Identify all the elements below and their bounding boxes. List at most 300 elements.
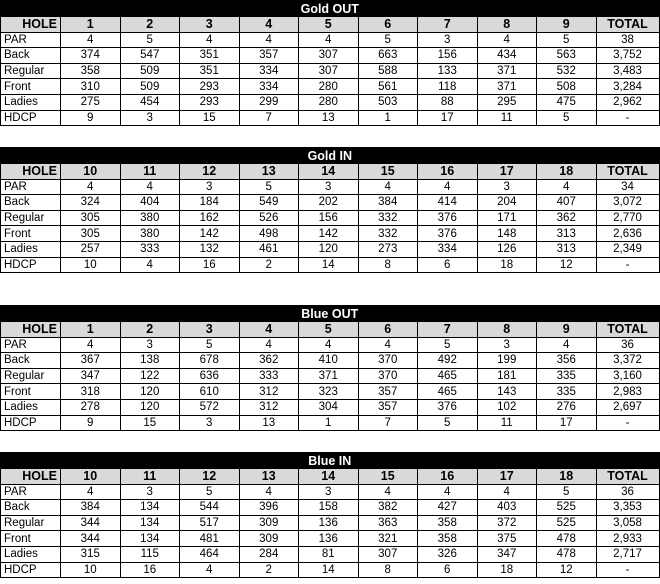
table-cell: 4 — [418, 179, 478, 195]
table-cell: 367 — [61, 353, 121, 369]
table-cell: 17 — [537, 415, 597, 431]
scorecard-title-row — [1, 148, 660, 164]
table-cell: 4 — [61, 179, 121, 195]
table-cell: 120 — [120, 384, 180, 400]
total-cell: 2,636 — [596, 226, 659, 242]
total-cell: - — [596, 110, 659, 126]
table-cell: 14 — [299, 562, 359, 578]
total-cell: - — [596, 415, 659, 431]
row-label: Front — [1, 531, 61, 547]
table-cell: 332 — [358, 226, 418, 242]
table-cell: 351 — [180, 63, 240, 79]
header-row — [1, 17, 660, 33]
table-row — [1, 415, 660, 431]
table-cell: 17 — [418, 110, 478, 126]
table-cell: 376 — [418, 399, 478, 415]
column-header-hole-number: 6 — [358, 322, 418, 338]
table-cell: 4 — [299, 32, 359, 48]
table-cell: 384 — [358, 195, 418, 211]
table-cell: 492 — [418, 353, 478, 369]
table-cell: 307 — [299, 63, 359, 79]
scorecard-table — [0, 147, 660, 273]
table-cell: 5 — [239, 179, 299, 195]
column-header-hole-number: 9 — [537, 17, 597, 33]
table-cell: 3 — [418, 32, 478, 48]
table-cell: 88 — [418, 94, 478, 110]
column-header-hole-number: 16 — [418, 469, 478, 485]
table-cell: 334 — [418, 241, 478, 257]
table-cell: 3 — [477, 337, 537, 353]
table-cell: 3 — [299, 179, 359, 195]
table-cell: 4 — [61, 484, 121, 500]
table-cell: 309 — [239, 531, 299, 547]
table-cell: 5 — [180, 337, 240, 353]
header-row — [1, 164, 660, 180]
table-cell: 4 — [299, 337, 359, 353]
column-header-hole: HOLE — [1, 469, 61, 485]
column-header-hole-number: 12 — [180, 469, 240, 485]
table-cell: 309 — [239, 515, 299, 531]
table-cell: 371 — [477, 63, 537, 79]
table-cell: 4 — [477, 484, 537, 500]
table-cell: 307 — [299, 48, 359, 64]
column-header-hole-number: 5 — [299, 322, 359, 338]
row-label: Regular — [1, 63, 61, 79]
table-cell: 134 — [120, 515, 180, 531]
total-cell: - — [596, 562, 659, 578]
total-cell: 2,983 — [596, 384, 659, 400]
row-label: Ladies — [1, 399, 61, 415]
table-cell: 312 — [239, 399, 299, 415]
table-cell: 588 — [358, 63, 418, 79]
table-cell: 8 — [358, 562, 418, 578]
table-cell: 380 — [120, 210, 180, 226]
table-cell: 374 — [61, 48, 121, 64]
table-cell: 4 — [477, 32, 537, 48]
row-label: Back — [1, 48, 61, 64]
table-cell: 276 — [537, 399, 597, 415]
table-cell: 465 — [418, 384, 478, 400]
table-cell: 371 — [477, 79, 537, 95]
table-cell: 333 — [239, 368, 299, 384]
table-cell: 15 — [180, 110, 240, 126]
table-cell: 326 — [418, 546, 478, 562]
table-cell: 332 — [358, 210, 418, 226]
table-cell: 122 — [120, 368, 180, 384]
table-cell: 313 — [537, 226, 597, 242]
table-cell: 478 — [537, 531, 597, 547]
row-label: Front — [1, 226, 61, 242]
table-cell: 4 — [418, 484, 478, 500]
table-cell: 407 — [537, 195, 597, 211]
table-cell: 404 — [120, 195, 180, 211]
table-row — [1, 337, 660, 353]
table-cell: 4 — [239, 484, 299, 500]
table-cell: 307 — [358, 546, 418, 562]
table-cell: 126 — [477, 241, 537, 257]
column-header-total: TOTAL — [596, 322, 659, 338]
table-row — [1, 94, 660, 110]
table-cell: 5 — [120, 32, 180, 48]
scorecard-title: Blue OUT — [1, 306, 660, 322]
column-header-hole-number: 15 — [358, 469, 418, 485]
table-cell: 5 — [180, 484, 240, 500]
column-header-hole-number: 6 — [358, 17, 418, 33]
table-cell: 2 — [239, 562, 299, 578]
table-row — [1, 368, 660, 384]
scorecard-blue-out — [0, 305, 659, 431]
row-label: HDCP — [1, 110, 61, 126]
header-row — [1, 469, 660, 485]
row-label: PAR — [1, 337, 61, 353]
row-label: PAR — [1, 179, 61, 195]
table-cell: 481 — [180, 531, 240, 547]
scorecard-blue-in — [0, 452, 659, 578]
scorecard-title: Gold IN — [1, 148, 660, 164]
table-cell: 136 — [299, 531, 359, 547]
total-cell: 3,353 — [596, 500, 659, 516]
table-row — [1, 531, 660, 547]
row-label: HDCP — [1, 562, 61, 578]
table-row — [1, 257, 660, 273]
table-cell: 5 — [418, 415, 478, 431]
column-header-hole-number: 2 — [120, 322, 180, 338]
table-cell: 610 — [180, 384, 240, 400]
table-cell: 162 — [180, 210, 240, 226]
table-cell: 356 — [537, 353, 597, 369]
row-label: Regular — [1, 210, 61, 226]
table-cell: 351 — [180, 48, 240, 64]
table-row — [1, 484, 660, 500]
table-cell: 517 — [180, 515, 240, 531]
table-cell: 115 — [120, 546, 180, 562]
table-cell: 333 — [120, 241, 180, 257]
column-header-hole-number: 14 — [299, 469, 359, 485]
table-cell: 663 — [358, 48, 418, 64]
table-cell: 181 — [477, 368, 537, 384]
table-cell: 171 — [477, 210, 537, 226]
table-cell: 3 — [180, 415, 240, 431]
table-cell: 396 — [239, 500, 299, 516]
table-cell: 4 — [61, 337, 121, 353]
table-cell: 5 — [358, 32, 418, 48]
total-cell: - — [596, 257, 659, 273]
row-label: HDCP — [1, 415, 61, 431]
table-cell: 293 — [180, 79, 240, 95]
column-header-hole-number: 1 — [61, 322, 121, 338]
row-label: Ladies — [1, 546, 61, 562]
scorecard-title-row — [1, 306, 660, 322]
total-cell: 3,160 — [596, 368, 659, 384]
table-cell: 3 — [120, 484, 180, 500]
table-cell: 563 — [537, 48, 597, 64]
table-cell: 323 — [299, 384, 359, 400]
table-cell: 375 — [477, 531, 537, 547]
table-cell: 4 — [358, 484, 418, 500]
scorecard-gold-out — [0, 0, 659, 126]
table-cell: 347 — [477, 546, 537, 562]
table-cell: 478 — [537, 546, 597, 562]
column-header-hole-number: 18 — [537, 469, 597, 485]
table-cell: 464 — [180, 546, 240, 562]
column-header-hole-number: 17 — [477, 164, 537, 180]
table-cell: 134 — [120, 500, 180, 516]
column-header-hole: HOLE — [1, 164, 61, 180]
table-cell: 158 — [299, 500, 359, 516]
table-cell: 678 — [180, 353, 240, 369]
scorecard-table — [0, 305, 660, 431]
table-cell: 304 — [299, 399, 359, 415]
table-cell: 16 — [120, 562, 180, 578]
table-cell: 295 — [477, 94, 537, 110]
column-header-hole-number: 4 — [239, 17, 299, 33]
table-row — [1, 384, 660, 400]
table-cell: 318 — [61, 384, 121, 400]
table-cell: 636 — [180, 368, 240, 384]
table-row — [1, 515, 660, 531]
table-cell: 370 — [358, 368, 418, 384]
table-cell: 156 — [418, 48, 478, 64]
total-cell: 2,717 — [596, 546, 659, 562]
table-cell: 3 — [120, 337, 180, 353]
column-header-hole-number: 10 — [61, 164, 121, 180]
table-cell: 15 — [120, 415, 180, 431]
table-cell: 380 — [120, 226, 180, 242]
table-row — [1, 210, 660, 226]
table-cell: 156 — [299, 210, 359, 226]
column-header-hole-number: 18 — [537, 164, 597, 180]
table-cell: 11 — [477, 415, 537, 431]
table-cell: 3 — [477, 179, 537, 195]
table-cell: 202 — [299, 195, 359, 211]
table-cell: 133 — [418, 63, 478, 79]
table-row — [1, 241, 660, 257]
column-header-total: TOTAL — [596, 164, 659, 180]
table-cell: 7 — [239, 110, 299, 126]
row-label: PAR — [1, 32, 61, 48]
table-cell: 465 — [418, 368, 478, 384]
table-cell: 8 — [358, 257, 418, 273]
table-cell: 549 — [239, 195, 299, 211]
table-cell: 544 — [180, 500, 240, 516]
table-cell: 313 — [537, 241, 597, 257]
table-row — [1, 562, 660, 578]
table-cell: 4 — [239, 337, 299, 353]
table-cell: 454 — [120, 94, 180, 110]
table-cell: 13 — [239, 415, 299, 431]
table-cell: 344 — [61, 515, 121, 531]
total-cell: 3,072 — [596, 195, 659, 211]
scorecard-title: Blue IN — [1, 453, 660, 469]
table-cell: 184 — [180, 195, 240, 211]
column-header-hole-number: 9 — [537, 322, 597, 338]
table-cell: 376 — [418, 226, 478, 242]
table-cell: 305 — [61, 226, 121, 242]
scorecard-gold-in — [0, 147, 659, 273]
column-header-hole-number: 2 — [120, 17, 180, 33]
table-cell: 335 — [537, 368, 597, 384]
table-row — [1, 195, 660, 211]
table-cell: 275 — [61, 94, 121, 110]
table-cell: 334 — [239, 79, 299, 95]
total-cell: 3,752 — [596, 48, 659, 64]
row-label: Ladies — [1, 241, 61, 257]
table-cell: 5 — [537, 484, 597, 500]
table-cell: 4 — [180, 562, 240, 578]
table-cell: 4 — [120, 257, 180, 273]
table-row — [1, 79, 660, 95]
column-header-hole-number: 1 — [61, 17, 121, 33]
table-cell: 509 — [120, 63, 180, 79]
table-cell: 4 — [358, 179, 418, 195]
total-cell: 3,372 — [596, 353, 659, 369]
total-cell: 36 — [596, 484, 659, 500]
table-cell: 3 — [299, 484, 359, 500]
table-cell: 4 — [180, 32, 240, 48]
table-cell: 4 — [537, 337, 597, 353]
table-cell: 148 — [477, 226, 537, 242]
table-cell: 362 — [537, 210, 597, 226]
table-cell: 508 — [537, 79, 597, 95]
table-cell: 142 — [299, 226, 359, 242]
scorecard-title-row — [1, 453, 660, 469]
table-cell: 410 — [299, 353, 359, 369]
column-header-hole-number: 11 — [120, 164, 180, 180]
table-cell: 2 — [239, 257, 299, 273]
row-label: HDCP — [1, 257, 61, 273]
table-cell: 273 — [358, 241, 418, 257]
table-cell: 371 — [299, 368, 359, 384]
table-cell: 10 — [61, 562, 121, 578]
column-header-hole-number: 7 — [418, 322, 478, 338]
table-cell: 344 — [61, 531, 121, 547]
table-cell: 120 — [299, 241, 359, 257]
row-label: Back — [1, 353, 61, 369]
table-cell: 3 — [120, 110, 180, 126]
table-cell: 475 — [537, 94, 597, 110]
table-cell: 357 — [358, 384, 418, 400]
table-cell: 14 — [299, 257, 359, 273]
column-header-total: TOTAL — [596, 469, 659, 485]
column-header-hole-number: 13 — [239, 164, 299, 180]
table-cell: 142 — [180, 226, 240, 242]
table-cell: 357 — [358, 399, 418, 415]
table-cell: 102 — [477, 399, 537, 415]
table-cell: 16 — [180, 257, 240, 273]
row-label: Regular — [1, 515, 61, 531]
table-row — [1, 353, 660, 369]
table-cell: 284 — [239, 546, 299, 562]
table-cell: 382 — [358, 500, 418, 516]
total-cell: 2,349 — [596, 241, 659, 257]
table-cell: 5 — [537, 32, 597, 48]
table-cell: 5 — [537, 110, 597, 126]
table-cell: 335 — [537, 384, 597, 400]
total-cell: 34 — [596, 179, 659, 195]
table-cell: 1 — [358, 110, 418, 126]
table-cell: 120 — [120, 399, 180, 415]
table-cell: 4 — [537, 179, 597, 195]
table-row — [1, 500, 660, 516]
table-cell: 305 — [61, 210, 121, 226]
table-cell: 358 — [61, 63, 121, 79]
column-header-total: TOTAL — [596, 17, 659, 33]
row-label: Ladies — [1, 94, 61, 110]
column-header-hole-number: 8 — [477, 322, 537, 338]
table-cell: 358 — [418, 515, 478, 531]
row-label: Front — [1, 384, 61, 400]
table-cell: 572 — [180, 399, 240, 415]
table-cell: 13 — [299, 110, 359, 126]
header-row — [1, 322, 660, 338]
column-header-hole-number: 7 — [418, 17, 478, 33]
total-cell: 36 — [596, 337, 659, 353]
table-cell: 293 — [180, 94, 240, 110]
table-cell: 6 — [418, 562, 478, 578]
table-cell: 525 — [537, 500, 597, 516]
row-label: Back — [1, 195, 61, 211]
column-header-hole-number: 5 — [299, 17, 359, 33]
column-header-hole-number: 8 — [477, 17, 537, 33]
table-cell: 4 — [61, 32, 121, 48]
table-row — [1, 48, 660, 64]
scorecard-table — [0, 452, 660, 578]
table-cell: 12 — [537, 562, 597, 578]
column-header-hole-number: 10 — [61, 469, 121, 485]
total-cell: 3,284 — [596, 79, 659, 95]
table-cell: 434 — [477, 48, 537, 64]
table-cell: 321 — [358, 531, 418, 547]
table-cell: 526 — [239, 210, 299, 226]
table-cell: 370 — [358, 353, 418, 369]
table-cell: 299 — [239, 94, 299, 110]
table-row — [1, 179, 660, 195]
column-header-hole-number: 13 — [239, 469, 299, 485]
table-cell: 561 — [358, 79, 418, 95]
total-cell: 3,058 — [596, 515, 659, 531]
total-cell: 2,697 — [596, 399, 659, 415]
column-header-hole-number: 15 — [358, 164, 418, 180]
row-label: Regular — [1, 368, 61, 384]
table-cell: 363 — [358, 515, 418, 531]
column-header-hole: HOLE — [1, 322, 61, 338]
table-cell: 461 — [239, 241, 299, 257]
table-cell: 138 — [120, 353, 180, 369]
table-cell: 199 — [477, 353, 537, 369]
total-cell: 3,483 — [596, 63, 659, 79]
table-cell: 5 — [418, 337, 478, 353]
table-cell: 4 — [358, 337, 418, 353]
table-cell: 257 — [61, 241, 121, 257]
table-cell: 414 — [418, 195, 478, 211]
row-label: Front — [1, 79, 61, 95]
table-cell: 324 — [61, 195, 121, 211]
column-header-hole-number: 4 — [239, 322, 299, 338]
table-cell: 11 — [477, 110, 537, 126]
column-header-hole-number: 11 — [120, 469, 180, 485]
table-cell: 312 — [239, 384, 299, 400]
table-cell: 547 — [120, 48, 180, 64]
table-row — [1, 32, 660, 48]
table-cell: 315 — [61, 546, 121, 562]
table-cell: 525 — [537, 515, 597, 531]
row-label: Back — [1, 500, 61, 516]
table-cell: 9 — [61, 110, 121, 126]
total-cell: 2,770 — [596, 210, 659, 226]
table-cell: 358 — [418, 531, 478, 547]
table-row — [1, 399, 660, 415]
table-cell: 143 — [477, 384, 537, 400]
